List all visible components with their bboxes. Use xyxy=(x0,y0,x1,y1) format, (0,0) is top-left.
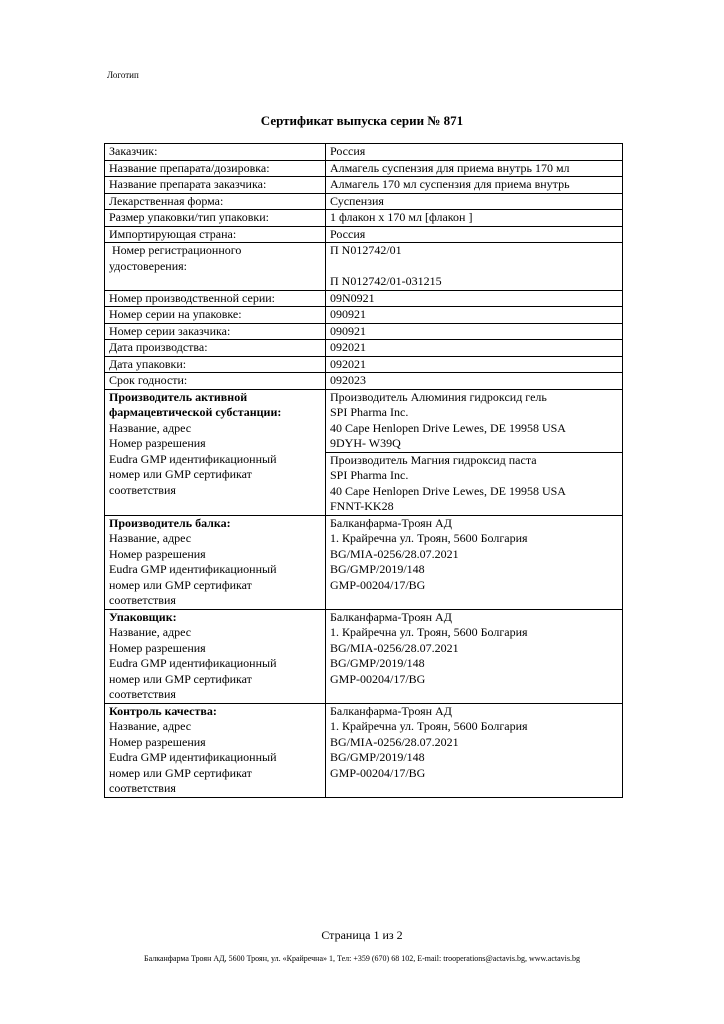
api-producer-block-2 xyxy=(330,453,618,515)
value-line: Балканфарма-Троян АД xyxy=(330,703,452,718)
registration-label-line-1: Номер регистрационного xyxy=(109,243,242,257)
row-label: Срок годности: xyxy=(105,373,326,390)
page-number: Страница 1 из 2 xyxy=(321,928,403,942)
row-value: 1 флакон х 170 мл [флакон ] xyxy=(326,210,623,227)
section-heading: Контроль качества: xyxy=(109,703,217,718)
row-label: Номер серии на упаковке: xyxy=(105,307,326,324)
registration-number-1: П N012742/01 xyxy=(330,243,402,257)
label-line: Номер разрешения xyxy=(109,436,206,450)
value-line: GMP-00204/17/BG xyxy=(330,765,426,780)
logo-placeholder: Логотип xyxy=(107,70,139,80)
table-row xyxy=(105,226,623,243)
value-line: 1. Крайречна ул. Троян, 5600 Болгария xyxy=(330,531,528,545)
table-row xyxy=(105,323,623,340)
label-line: соответствия xyxy=(109,482,176,497)
label-line: Название, адрес xyxy=(109,531,192,545)
table-row xyxy=(105,290,623,307)
value-line: FNNT-KK28 xyxy=(330,499,394,513)
row-value xyxy=(326,389,623,515)
row-label: Название препарата заказчика: xyxy=(105,177,326,194)
label-line: Название, адрес xyxy=(109,420,192,435)
label-line: номер или GMP сертификат xyxy=(109,671,252,686)
section-heading: Производитель активной xyxy=(109,389,248,404)
row-value: Алмагель суспензия для приема внутрь 170 мл xyxy=(326,160,623,177)
row-value: 090921 xyxy=(326,323,623,340)
label-line: Название, адрес xyxy=(109,719,192,733)
value-line: Балканфарма-Троян АД xyxy=(330,515,452,530)
footer-contact: Балканфарма Троян АД, 5600 Троян, ул. «Крайречна» 1, Тел: +359 (670) 68 102, E-mail: trooperations@actavis.bg, www.actavis.bg xyxy=(144,954,580,963)
value-line: Производитель Алюминия гидроксид гель xyxy=(330,389,547,404)
label-line: Номер разрешения xyxy=(109,734,206,749)
table-row xyxy=(105,515,623,609)
value-line: GMP-00204/17/BG xyxy=(330,671,426,686)
table-row xyxy=(105,307,623,324)
label-line: Номер разрешения xyxy=(109,640,206,655)
section-heading: фармацевтической субстанции: xyxy=(109,405,282,419)
value-line: BG/GMP/2019/148 xyxy=(330,656,425,670)
table-row xyxy=(105,160,623,177)
certificate-table xyxy=(104,143,623,798)
row-value: 09N0921 xyxy=(326,290,623,307)
registration-number-2: П N012742/01-031215 xyxy=(330,274,442,288)
value-line: BG/MIA-0256/28.07.2021 xyxy=(330,734,459,749)
label-line: Eudra GMP идентификационный xyxy=(109,451,277,466)
label-line: Номер разрешения xyxy=(109,546,206,561)
value-line: GMP-00204/17/BG xyxy=(330,577,426,592)
row-label: Название препарата/дозировка: xyxy=(105,160,326,177)
table-row xyxy=(105,609,623,703)
label-line: соответствия xyxy=(109,781,176,795)
row-label: Импортирующая страна: xyxy=(105,226,326,243)
label-line: Eudra GMP идентификационный xyxy=(109,750,277,764)
table-row xyxy=(105,177,623,194)
table-row xyxy=(105,373,623,390)
table-row xyxy=(105,703,623,797)
label-line: соответствия xyxy=(109,593,176,607)
row-value: Алмагель 170 мл суспензия для приема внутрь xyxy=(326,177,623,194)
label-line: номер или GMP сертификат xyxy=(109,467,252,481)
row-value: 092023 xyxy=(326,373,623,390)
row-label: Лекарственная форма: xyxy=(105,193,326,210)
row-value: Суспензия xyxy=(326,193,623,210)
document-title: Сертификат выпуска серии № 871 xyxy=(260,113,464,128)
table-row xyxy=(105,210,623,227)
label-line: Eudra GMP идентификационный xyxy=(109,562,277,576)
label-line: соответствия xyxy=(109,687,176,701)
row-label: Заказчик: xyxy=(105,144,326,161)
row-label: Номер производственной серии: xyxy=(105,290,326,307)
value-line: BG/GMP/2019/148 xyxy=(330,750,425,764)
label-line: номер или GMP сертификат xyxy=(109,577,252,592)
label-line: номер или GMP сертификат xyxy=(109,765,252,780)
label-line: Название, адрес xyxy=(109,625,192,639)
row-value xyxy=(326,609,623,703)
value-line: 40 Cape Henlopen Drive Lewes, DE 19958 USA xyxy=(330,483,566,498)
row-label: Номер серии заказчика: xyxy=(105,323,326,340)
row-value: Россия xyxy=(326,144,623,161)
row-value xyxy=(326,243,623,291)
value-line: SPI Pharma Inc. xyxy=(330,468,409,482)
row-value: 092021 xyxy=(326,340,623,357)
table-row xyxy=(105,356,623,373)
row-value: Россия xyxy=(326,226,623,243)
row-label: Дата упаковки: xyxy=(105,356,326,373)
row-value: 092021 xyxy=(326,356,623,373)
section-heading: Упаковщик: xyxy=(109,609,177,624)
table-row xyxy=(105,193,623,210)
value-line: Балканфарма-Троян АД xyxy=(330,609,452,624)
value-line: SPI Pharma Inc. xyxy=(330,405,409,419)
table-row xyxy=(105,243,623,291)
row-label: Дата производства: xyxy=(105,340,326,357)
value-line: BG/MIA-0256/28.07.2021 xyxy=(330,546,459,561)
row-label xyxy=(105,609,326,703)
row-value xyxy=(326,703,623,797)
table-row xyxy=(105,144,623,161)
label-line: Eudra GMP идентификационный xyxy=(109,656,277,670)
value-line: 40 Cape Henlopen Drive Lewes, DE 19958 USA xyxy=(330,420,566,435)
value-line: 1. Крайречна ул. Троян, 5600 Болгария xyxy=(330,625,528,639)
row-label xyxy=(105,243,326,291)
value-line: 9DYH- W39Q xyxy=(330,436,401,450)
table-row xyxy=(105,389,623,515)
value-line: BG/MIA-0256/28.07.2021 xyxy=(330,640,459,655)
table-row xyxy=(105,340,623,357)
row-label xyxy=(105,389,326,515)
value-line: 1. Крайречна ул. Троян, 5600 Болгария xyxy=(330,719,528,733)
value-line: Производитель Магния гидроксид паста xyxy=(330,452,537,467)
row-value xyxy=(326,515,623,609)
api-producer-block-1 xyxy=(326,390,622,453)
row-label xyxy=(105,703,326,797)
registration-label-line-2: удостоверения: xyxy=(109,258,188,273)
value-line: BG/GMP/2019/148 xyxy=(330,562,425,576)
row-label xyxy=(105,515,326,609)
row-label: Размер упаковки/тип упаковки: xyxy=(105,210,326,227)
section-heading: Производитель балка: xyxy=(109,515,231,530)
row-value: 090921 xyxy=(326,307,623,324)
